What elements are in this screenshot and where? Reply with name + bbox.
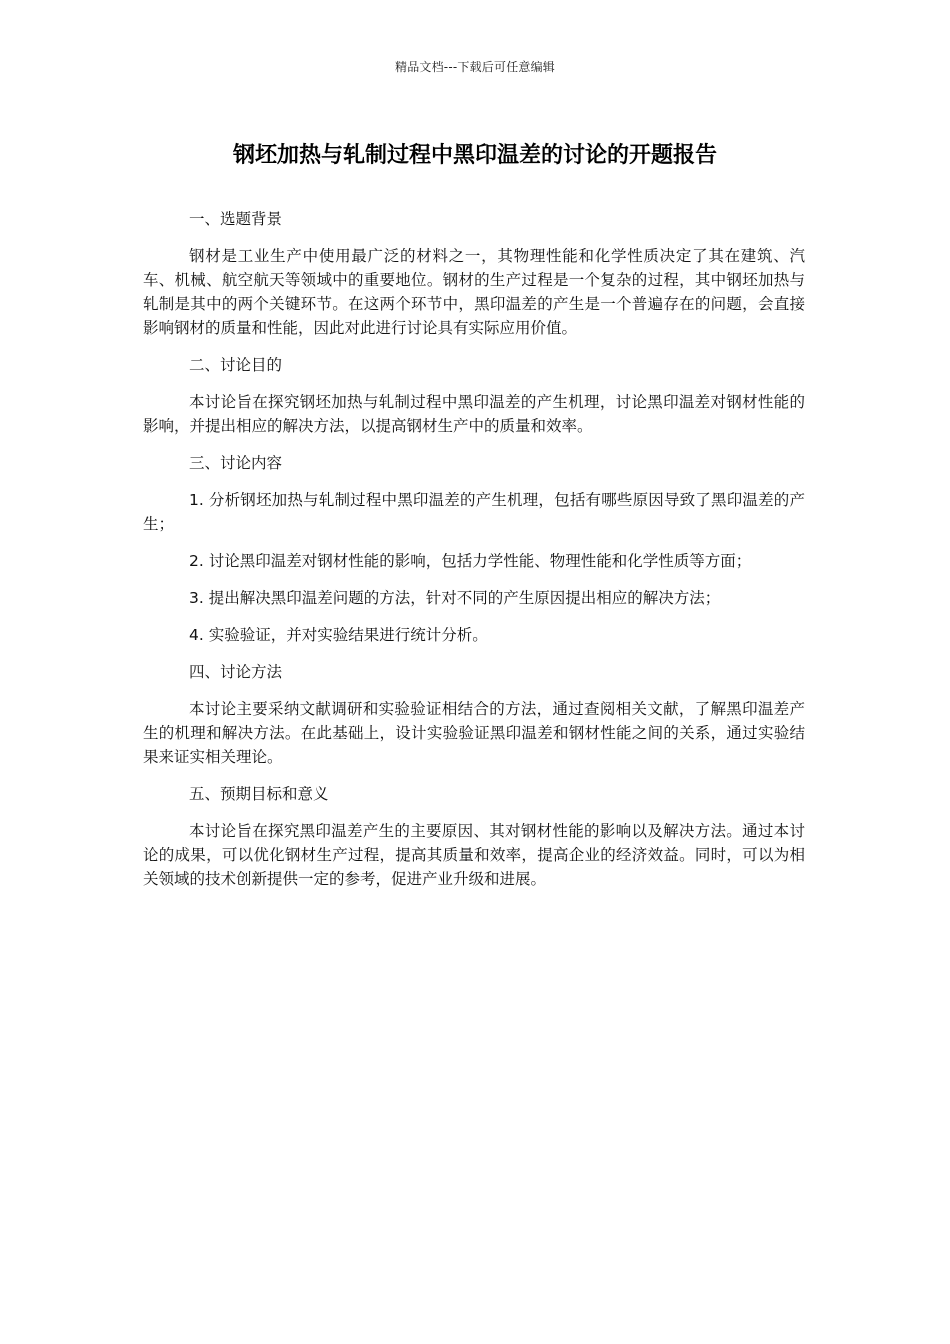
- section-heading-method: 四、讨论方法: [189, 663, 283, 681]
- content-item-1: 1. 分析钢坯加热与轧制过程中黑印温差的产生机理，包括有哪些原因导致了黑印温差的产生；: [143, 491, 805, 533]
- document-title: 钢坯加热与轧制过程中黑印温差的讨论的开题报告: [232, 143, 717, 168]
- content-item-3: 3. 提出解决黑印温差问题的方法，针对不同的产生原因提出相应的解决方法；: [189, 589, 721, 607]
- content-item-2: 2. 讨论黑印温差对钢材性能的影响，包括力学性能、物理性能和化学性质等方面；: [189, 552, 752, 570]
- section-heading-background: 一、选题背景: [189, 210, 283, 228]
- paragraph-purpose: 本讨论旨在探究钢坯加热与轧制过程中黑印温差的产生机理，讨论黑印温差对钢材性能的影响，并提出相应的解决方法，以提高钢材生产中的质量和效率。: [143, 393, 805, 435]
- header-note: 精品文档---下载后可任意编辑: [395, 60, 555, 74]
- document-body: [143, 207, 805, 904]
- section-heading-content: 三、讨论内容: [189, 454, 283, 472]
- section-heading-goals: 五、预期目标和意义: [189, 785, 329, 803]
- section-heading-purpose: 二、讨论目的: [189, 356, 283, 374]
- paragraph-goals: 本讨论旨在探究黑印温差产生的主要原因、其对钢材性能的影响以及解决方法。通过本讨论的成果，可以优化钢材生产过程，提高其质量和效率，提高企业的经济效益。同时，可以为相关领域的技术创新提供一定的参考，促进产业升级和进展。: [143, 822, 805, 888]
- content-item-4: 4. 实验验证，并对实验结果进行统计分析。: [189, 626, 488, 644]
- paragraph-background: 钢材是工业生产中使用最广泛的材料之一，其物理性能和化学性质决定了其在建筑、汽车、机械、航空航天等领域中的重要地位。钢材的生产过程是一个复杂的过程，其中钢坯加热与轧制是其中的两个关键环节。在这两个环节中，黑印温差的产生是一个普遍存在的问题，会直接影响钢材的质量和性能，因此对此进行讨论具有实际应用价值。: [143, 247, 805, 337]
- paragraph-method: 本讨论主要采纳文献调研和实验验证相结合的方法，通过查阅相关文献，了解黑印温差产生的机理和解决方法。在此基础上，设计实验验证黑印温差和钢材性能之间的关系，通过实验结果来证实相关理论。: [143, 700, 805, 766]
